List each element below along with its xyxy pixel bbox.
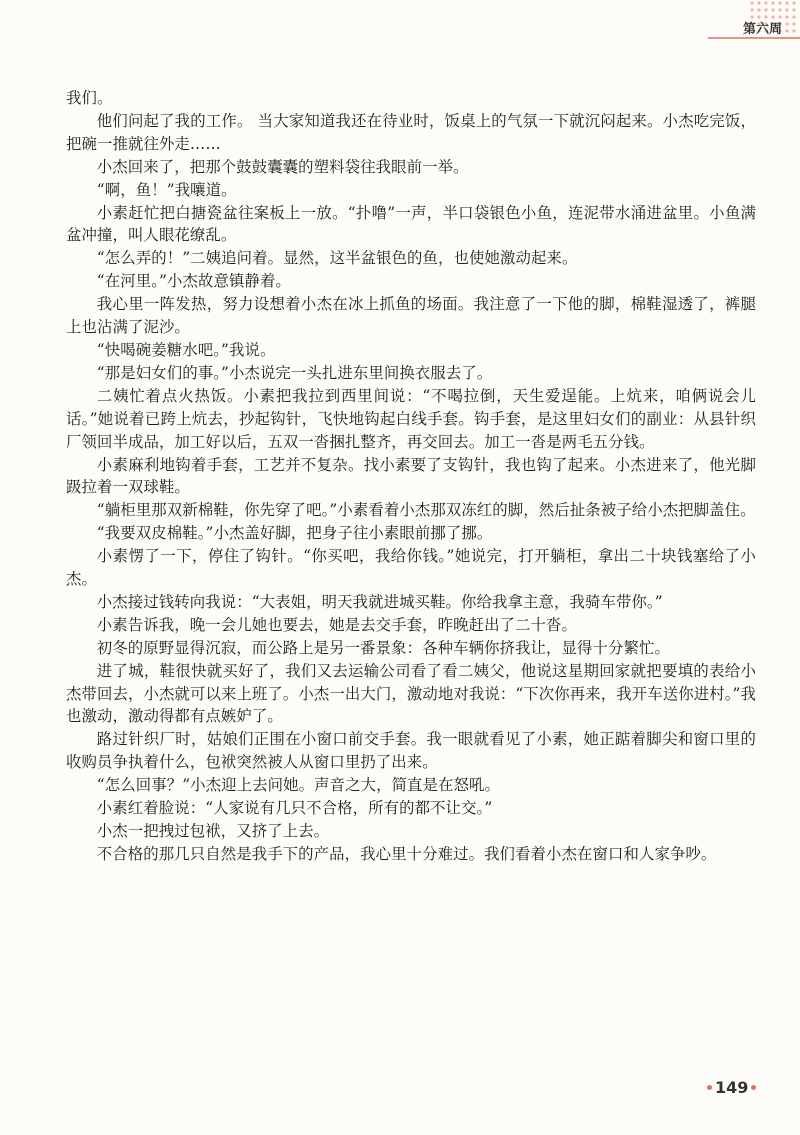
paragraph: 小素告诉我，晚一会儿她也要去，她是去交手套，昨晚赶出了二十沓。 — [96, 615, 578, 634]
paragraph: 小素红着脸说：“人家说有几只不合格，所有的都不让交。” — [96, 799, 493, 818]
paragraph: 小素赶忙把白搪瓷盆往案板上一放。“扑噜”一声，半口袋银色小鱼，连泥带水涌进盆里。小鱼满盆冲撞，叫人眼花缭乱。 — [66, 203, 756, 245]
paragraph: 小杰一把拽过包袱，又挤了上去。 — [96, 822, 330, 840]
paragraph: 路过针织厂时，姑娘们正围在小窗口前交手套。我一眼就看见了小素，她正踮着脚尖和窗口里的收购员争执着什么，包袱突然被人从窗口里扔了出来。 — [66, 730, 756, 772]
paragraph: “怎么弄的！”二姨追问着。显然，这半盆银色的鱼，也使她激动起来。 — [96, 249, 578, 268]
paragraph: 小杰回来了，把那个鼓鼓囊囊的塑料袋往我眼前一举。 — [96, 157, 469, 176]
paragraph: 小杰接过钱转向我说：“大表姐，明天我就进城买鞋。你给我拿主意，我骑车带你。” — [96, 592, 663, 611]
paragraph: 他们问起了我的工作。 当大家知道我还在待业时，饭桌上的气氛一下就沉闷起来。小杰吃完饭，把碗一推就往外走…… — [66, 111, 756, 153]
paragraph: 我们。 — [66, 89, 113, 107]
paragraph: 二姨忙着点火热饭。小素把我拉到西里间说：“不喝拉倒，天生爱逞能。上炕来，咱俩说会儿话。”她说着已跨上炕去，抄起钩针，飞快地钩起白线手套。钩手套，是这里妇女们的副业：从县针织厂领回半成品，加工好以后，五双一沓捆扎整齐，再交回去。加工一沓是两毛五分钱。 — [66, 386, 756, 451]
paragraph: “躺柜里那双新棉鞋，你先穿了吧。”小素看着小杰那双冻红的脚，然后扯条被子给小杰把脚盖住。 — [96, 501, 756, 520]
paragraph: 初冬的原野显得沉寂，而公路上是另一番景象：各种车辆你挤我让，显得十分繁忙。 — [96, 638, 670, 657]
paragraph: 不合格的那几只自然是我手下的产品，我心里十分难过。我们看着小杰在窗口和人家争吵。 — [96, 844, 717, 863]
paragraph: 我心里一阵发热，努力设想着小杰在冰上抓鱼的场面。我注意了一下他的脚，棉鞋湿透了，裤腿上也沾满了泥沙。 — [66, 295, 756, 337]
bullet-dot-left — [707, 1085, 712, 1090]
paragraph: “怎么回事？”小杰迎上去问她。声音之大，简直是在怒吼。 — [96, 776, 500, 795]
paragraph: 小素愣了一下，停住了钩针。“你买吧，我给你钱。”她说完，打开躺柜，拿出二十块钱塞给了小杰。 — [66, 547, 756, 589]
chapter-tag: 第六周 — [742, 22, 782, 37]
paragraph: “那是妇女们的事。”小杰说完一头扎进东里间换衣服去了。 — [96, 363, 493, 382]
article-body — [66, 87, 756, 866]
paragraph: 进了城，鞋很快就买好了，我们又去运输公司看了看二姨父，他说这星期回家就把要填的表给小杰带回去，小杰就可以来上班了。小杰一出大门，激动地对我说：“下次你再来，我开车送你进村。”我也激动，激动得都有点嫉妒了。 — [66, 661, 756, 726]
page-number-text: 149 — [715, 1078, 749, 1097]
bullet-dot-right — [751, 1085, 756, 1090]
page-number — [707, 1078, 756, 1097]
paragraph: “我要双皮棉鞋。”小杰盖好脚，把身子往小素眼前挪了挪。 — [96, 524, 493, 543]
paragraph: 小素麻利地钩着手套，工艺并不复杂。找小素要了支钩针，我也钩了起来。小杰进来了，他光脚趿拉着一双球鞋。 — [66, 455, 756, 497]
paragraph: “啊，鱼！”我嚷道。 — [96, 180, 237, 199]
paragraph: “快喝碗姜糖水吧。”我说。 — [96, 340, 276, 359]
paragraph: “在河里。”小杰故意镇静着。 — [96, 272, 291, 291]
header-divider — [708, 37, 800, 39]
